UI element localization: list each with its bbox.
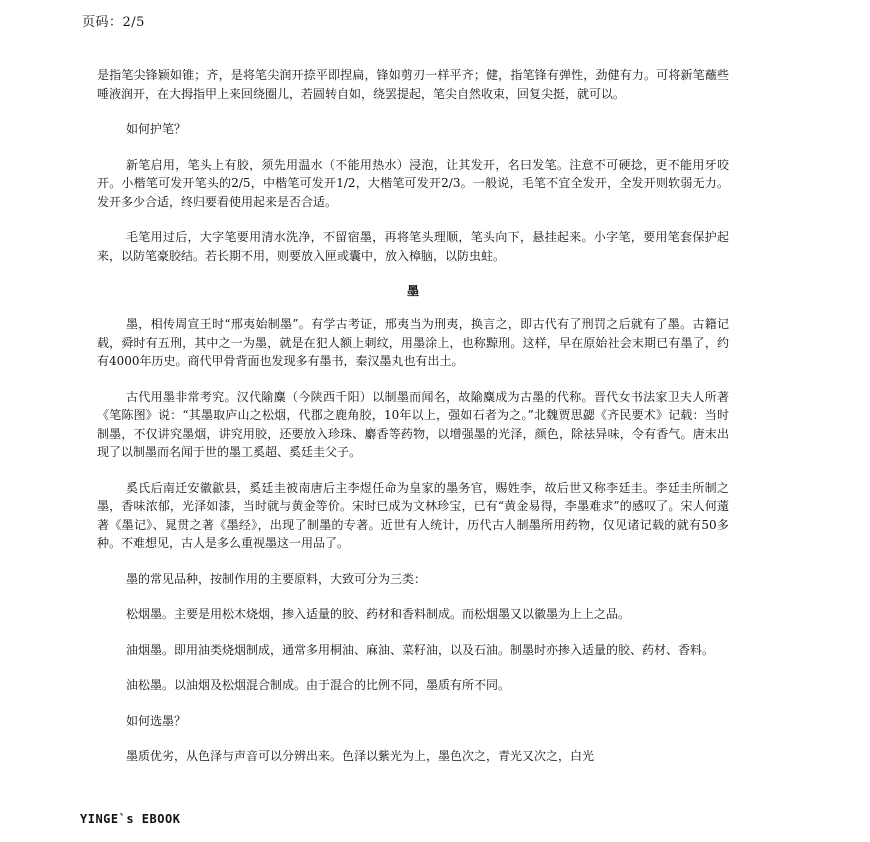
ebook-footer: YINGE`s EBOOK [80, 812, 181, 826]
paragraph-ancient-ink: 古代用墨非常考究。汉代隃麋（今陕西千阳）以制墨而闻名，故隃麋成为古墨的代称。晋代女书法家卫夫人所著《笔陈图》说：“其墨取庐山之松烟，代郡之鹿角胶，10年以上，强如石者为之。”北魏贾思勰《齐民要术》记载：当时制墨，不仅讲究墨烟，讲究用胶，还要放入珍珠、麝香等药物，以增强墨的光泽，颜色，除祛异味，令有香气。唐末出现了以制墨而名闻于世的墨工奚超、奚廷圭父子。 [97, 389, 729, 459]
paragraph-ink-history: 墨，相传周宣王时“邢夷始制墨”。有学古考证，邢夷当为刑夷，换言之，即古代有了刑罚之后就有了墨。古籍记载，舜时有五刑，其中之一为墨，就是在犯人额上刺纹，用墨涂上，也称黥刑。这样，早在原始社会末期已有墨了，约有4000年历史。商代甲骨背面也发现多有墨书，秦汉墨丸也有出土。 [97, 317, 729, 368]
paragraph-pine-soot-ink: 松烟墨。主要是用松木烧烟，掺入适量的胶、药材和香料制成。而松烟墨又以徽墨为上上之品。 [126, 607, 631, 621]
paragraph-brush-after-use: 毛笔用过后，大字笔要用清水洗净，不留宿墨，再将笔头理顺，笔头向下，悬挂起来。小字笔，要用笔套保护起来，以防笔豪胶结。若长期不用，则要放入匣或囊中，放入樟脑，以防虫蛀。 [97, 230, 729, 263]
paragraph-xi-family: 奚氏后南迁安徽歙县，奚廷圭被南唐后主李煜任命为皇家的墨务官，赐姓李，故后世又称李廷圭。李廷圭所制之墨，香味浓郁，光泽如漆，当时就与黄金等价。宋时已成为文林珍宝，已有“黄金易得，李墨难求”的感叹了。宋人何薳著《墨记》、晁贯之著《墨经》，出现了制墨的专著。近世有人统计，历代古人制墨所用药物，仅见诸记载的就有50多种。不难想见，古人是多么重视墨这一用品了。 [97, 480, 729, 550]
paragraph-brush-care-question: 如何护笔？ [126, 122, 187, 136]
paragraph-oil-pine-ink: 油松墨。以油烟及松烟混合制成。由于混合的比例不同，墨质有所不同。 [126, 678, 511, 692]
paragraph-oil-soot-ink: 油烟墨。即用油类烧烟制成，通常多用桐油、麻油、菜籽油，以及石油。制墨时亦掺入适量的胶、药材、香料。 [126, 642, 715, 657]
paragraph-new-brush: 新笔启用，笔头上有胶，须先用温水（不能用热水）浸泡，让其发开，名曰发笔。注意不可硬捻，更不能用牙咬开。小楷笔可发开笔头的2/5，中楷笔可发开1/2，大楷笔可发开2/3。一般说，毛笔不宜全发开，全发开则软弱无力。发开多少合适，终归要看使用起来是否合适。 [97, 157, 729, 209]
paragraph-brush-quality: 是指笔尖锋颖如锥；齐，是将笔尖润开捺平即捏扁，锋如剪刃一样平齐；健，指笔锋有弹性，劲健有力。可将新笔蘸些唾液润开，在大拇指甲上来回绕圈儿，若圆转自如，绕罢提起，笔尖自然收束，回复尖挺，就可以。 [97, 68, 729, 101]
paragraph-choose-ink-question: 如何选墨？ [126, 713, 187, 728]
page-number-header: 页码：2/5 [82, 15, 145, 30]
document-body [97, 66, 729, 783]
paragraph-ink-types-intro: 墨的常见品种，按制作用的主要原料，大致可分为三类： [126, 571, 427, 586]
section-title-ink: 墨 [406, 284, 419, 298]
paragraph-ink-quality: 墨质优劣，从色泽与声音可以分辨出来。色泽以紫光为上，墨色次之，青光又次之，白光 [126, 749, 595, 763]
